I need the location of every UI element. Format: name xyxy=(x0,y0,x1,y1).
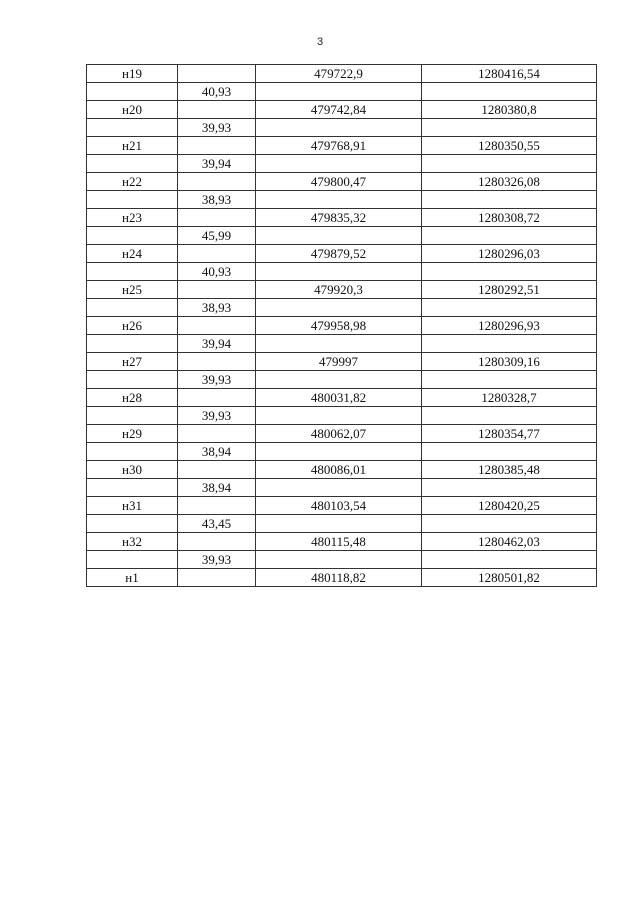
empty-cell xyxy=(422,83,597,101)
distance-cell: 38,93 xyxy=(178,191,256,209)
coordinates-table-body xyxy=(87,65,597,587)
distance-cell: 38,94 xyxy=(178,443,256,461)
empty-cell xyxy=(422,515,597,533)
empty-cell xyxy=(422,119,597,137)
y-coordinate-cell: 1280328,7 xyxy=(422,389,597,407)
distance-cell xyxy=(178,137,256,155)
distance-cell: 40,93 xyxy=(178,263,256,281)
distance-cell: 39,93 xyxy=(178,551,256,569)
x-coordinate-cell: 479768,91 xyxy=(256,137,422,155)
y-coordinate-cell: 1280296,93 xyxy=(422,317,597,335)
distance-row xyxy=(87,155,597,173)
empty-cell xyxy=(256,227,422,245)
point-row xyxy=(87,497,597,515)
empty-cell xyxy=(87,551,178,569)
empty-cell xyxy=(422,479,597,497)
y-coordinate-cell: 1280350,55 xyxy=(422,137,597,155)
y-coordinate-cell: 1280420,25 xyxy=(422,497,597,515)
distance-row xyxy=(87,119,597,137)
point-row xyxy=(87,281,597,299)
y-coordinate-cell: 1280462,03 xyxy=(422,533,597,551)
y-coordinate-cell: 1280308,72 xyxy=(422,209,597,227)
point-name-cell: н22 xyxy=(87,173,178,191)
distance-cell: 43,45 xyxy=(178,515,256,533)
distance-cell: 39,94 xyxy=(178,335,256,353)
point-row xyxy=(87,425,597,443)
distance-row xyxy=(87,479,597,497)
empty-cell xyxy=(256,263,422,281)
x-coordinate-cell: 479879,52 xyxy=(256,245,422,263)
distance-cell: 45,99 xyxy=(178,227,256,245)
empty-cell xyxy=(422,155,597,173)
point-row xyxy=(87,389,597,407)
empty-cell xyxy=(87,227,178,245)
empty-cell xyxy=(422,443,597,461)
point-name-cell: н27 xyxy=(87,353,178,371)
distance-row xyxy=(87,551,597,569)
distance-row xyxy=(87,299,597,317)
empty-cell xyxy=(256,479,422,497)
x-coordinate-cell: 480062,07 xyxy=(256,425,422,443)
y-coordinate-cell: 1280501,82 xyxy=(422,569,597,587)
distance-cell xyxy=(178,173,256,191)
distance-cell xyxy=(178,569,256,587)
x-coordinate-cell: 479920,3 xyxy=(256,281,422,299)
distance-cell: 40,93 xyxy=(178,83,256,101)
empty-cell xyxy=(256,299,422,317)
point-name-cell: н26 xyxy=(87,317,178,335)
y-coordinate-cell: 1280326,08 xyxy=(422,173,597,191)
point-name-cell: н24 xyxy=(87,245,178,263)
empty-cell xyxy=(256,515,422,533)
distance-cell xyxy=(178,353,256,371)
point-name-cell: н25 xyxy=(87,281,178,299)
empty-cell xyxy=(256,443,422,461)
distance-cell xyxy=(178,65,256,83)
empty-cell xyxy=(422,335,597,353)
point-name-cell: н20 xyxy=(87,101,178,119)
empty-cell xyxy=(87,479,178,497)
empty-cell xyxy=(256,155,422,173)
point-row xyxy=(87,353,597,371)
distance-cell xyxy=(178,389,256,407)
x-coordinate-cell: 479835,32 xyxy=(256,209,422,227)
point-row xyxy=(87,317,597,335)
point-row xyxy=(87,137,597,155)
point-row xyxy=(87,569,597,587)
empty-cell xyxy=(256,191,422,209)
coordinates-table xyxy=(86,64,597,587)
empty-cell xyxy=(87,83,178,101)
empty-cell xyxy=(87,263,178,281)
empty-cell xyxy=(87,407,178,425)
distance-cell xyxy=(178,425,256,443)
empty-cell xyxy=(87,155,178,173)
point-name-cell: н29 xyxy=(87,425,178,443)
distance-cell xyxy=(178,245,256,263)
point-name-cell: н30 xyxy=(87,461,178,479)
empty-cell xyxy=(256,119,422,137)
empty-cell xyxy=(422,227,597,245)
distance-cell: 39,94 xyxy=(178,155,256,173)
empty-cell xyxy=(422,551,597,569)
point-row xyxy=(87,65,597,83)
distance-row xyxy=(87,263,597,281)
y-coordinate-cell: 1280296,03 xyxy=(422,245,597,263)
distance-cell xyxy=(178,533,256,551)
empty-cell xyxy=(422,263,597,281)
point-name-cell: н21 xyxy=(87,137,178,155)
empty-cell xyxy=(87,299,178,317)
empty-cell xyxy=(87,443,178,461)
empty-cell xyxy=(87,335,178,353)
x-coordinate-cell: 480086,01 xyxy=(256,461,422,479)
point-name-cell: н28 xyxy=(87,389,178,407)
distance-cell xyxy=(178,497,256,515)
distance-row xyxy=(87,83,597,101)
point-row xyxy=(87,533,597,551)
point-name-cell: н19 xyxy=(87,65,178,83)
point-row xyxy=(87,209,597,227)
empty-cell xyxy=(422,407,597,425)
empty-cell xyxy=(87,119,178,137)
distance-cell: 39,93 xyxy=(178,371,256,389)
point-name-cell: н23 xyxy=(87,209,178,227)
distance-cell xyxy=(178,461,256,479)
distance-cell: 38,93 xyxy=(178,299,256,317)
point-row xyxy=(87,461,597,479)
x-coordinate-cell: 479958,98 xyxy=(256,317,422,335)
distance-row xyxy=(87,443,597,461)
distance-cell xyxy=(178,101,256,119)
page-number: 3 xyxy=(316,36,324,48)
y-coordinate-cell: 1280292,51 xyxy=(422,281,597,299)
distance-cell xyxy=(178,317,256,335)
y-coordinate-cell: 1280416,54 xyxy=(422,65,597,83)
empty-cell xyxy=(422,299,597,317)
distance-row xyxy=(87,371,597,389)
point-row xyxy=(87,101,597,119)
point-name-cell: н32 xyxy=(87,533,178,551)
distance-row xyxy=(87,407,597,425)
empty-cell xyxy=(256,335,422,353)
point-row xyxy=(87,245,597,263)
empty-cell xyxy=(87,515,178,533)
empty-cell xyxy=(256,551,422,569)
distance-cell: 38,94 xyxy=(178,479,256,497)
distance-row xyxy=(87,227,597,245)
distance-cell xyxy=(178,209,256,227)
distance-row xyxy=(87,515,597,533)
empty-cell xyxy=(256,83,422,101)
x-coordinate-cell: 480031,82 xyxy=(256,389,422,407)
y-coordinate-cell: 1280309,16 xyxy=(422,353,597,371)
distance-row xyxy=(87,335,597,353)
empty-cell xyxy=(87,371,178,389)
distance-row xyxy=(87,191,597,209)
x-coordinate-cell: 479997 xyxy=(256,353,422,371)
x-coordinate-cell: 480103,54 xyxy=(256,497,422,515)
empty-cell xyxy=(256,371,422,389)
empty-cell xyxy=(87,191,178,209)
y-coordinate-cell: 1280385,48 xyxy=(422,461,597,479)
x-coordinate-cell: 480118,82 xyxy=(256,569,422,587)
point-row xyxy=(87,173,597,191)
point-name-cell: н31 xyxy=(87,497,178,515)
empty-cell xyxy=(422,191,597,209)
y-coordinate-cell: 1280354,77 xyxy=(422,425,597,443)
distance-cell: 39,93 xyxy=(178,407,256,425)
distance-cell: 39,93 xyxy=(178,119,256,137)
empty-cell xyxy=(256,407,422,425)
y-coordinate-cell: 1280380,8 xyxy=(422,101,597,119)
distance-cell xyxy=(178,281,256,299)
x-coordinate-cell: 480115,48 xyxy=(256,533,422,551)
x-coordinate-cell: 479800,47 xyxy=(256,173,422,191)
x-coordinate-cell: 479722,9 xyxy=(256,65,422,83)
point-name-cell: н1 xyxy=(87,569,178,587)
empty-cell xyxy=(422,371,597,389)
x-coordinate-cell: 479742,84 xyxy=(256,101,422,119)
